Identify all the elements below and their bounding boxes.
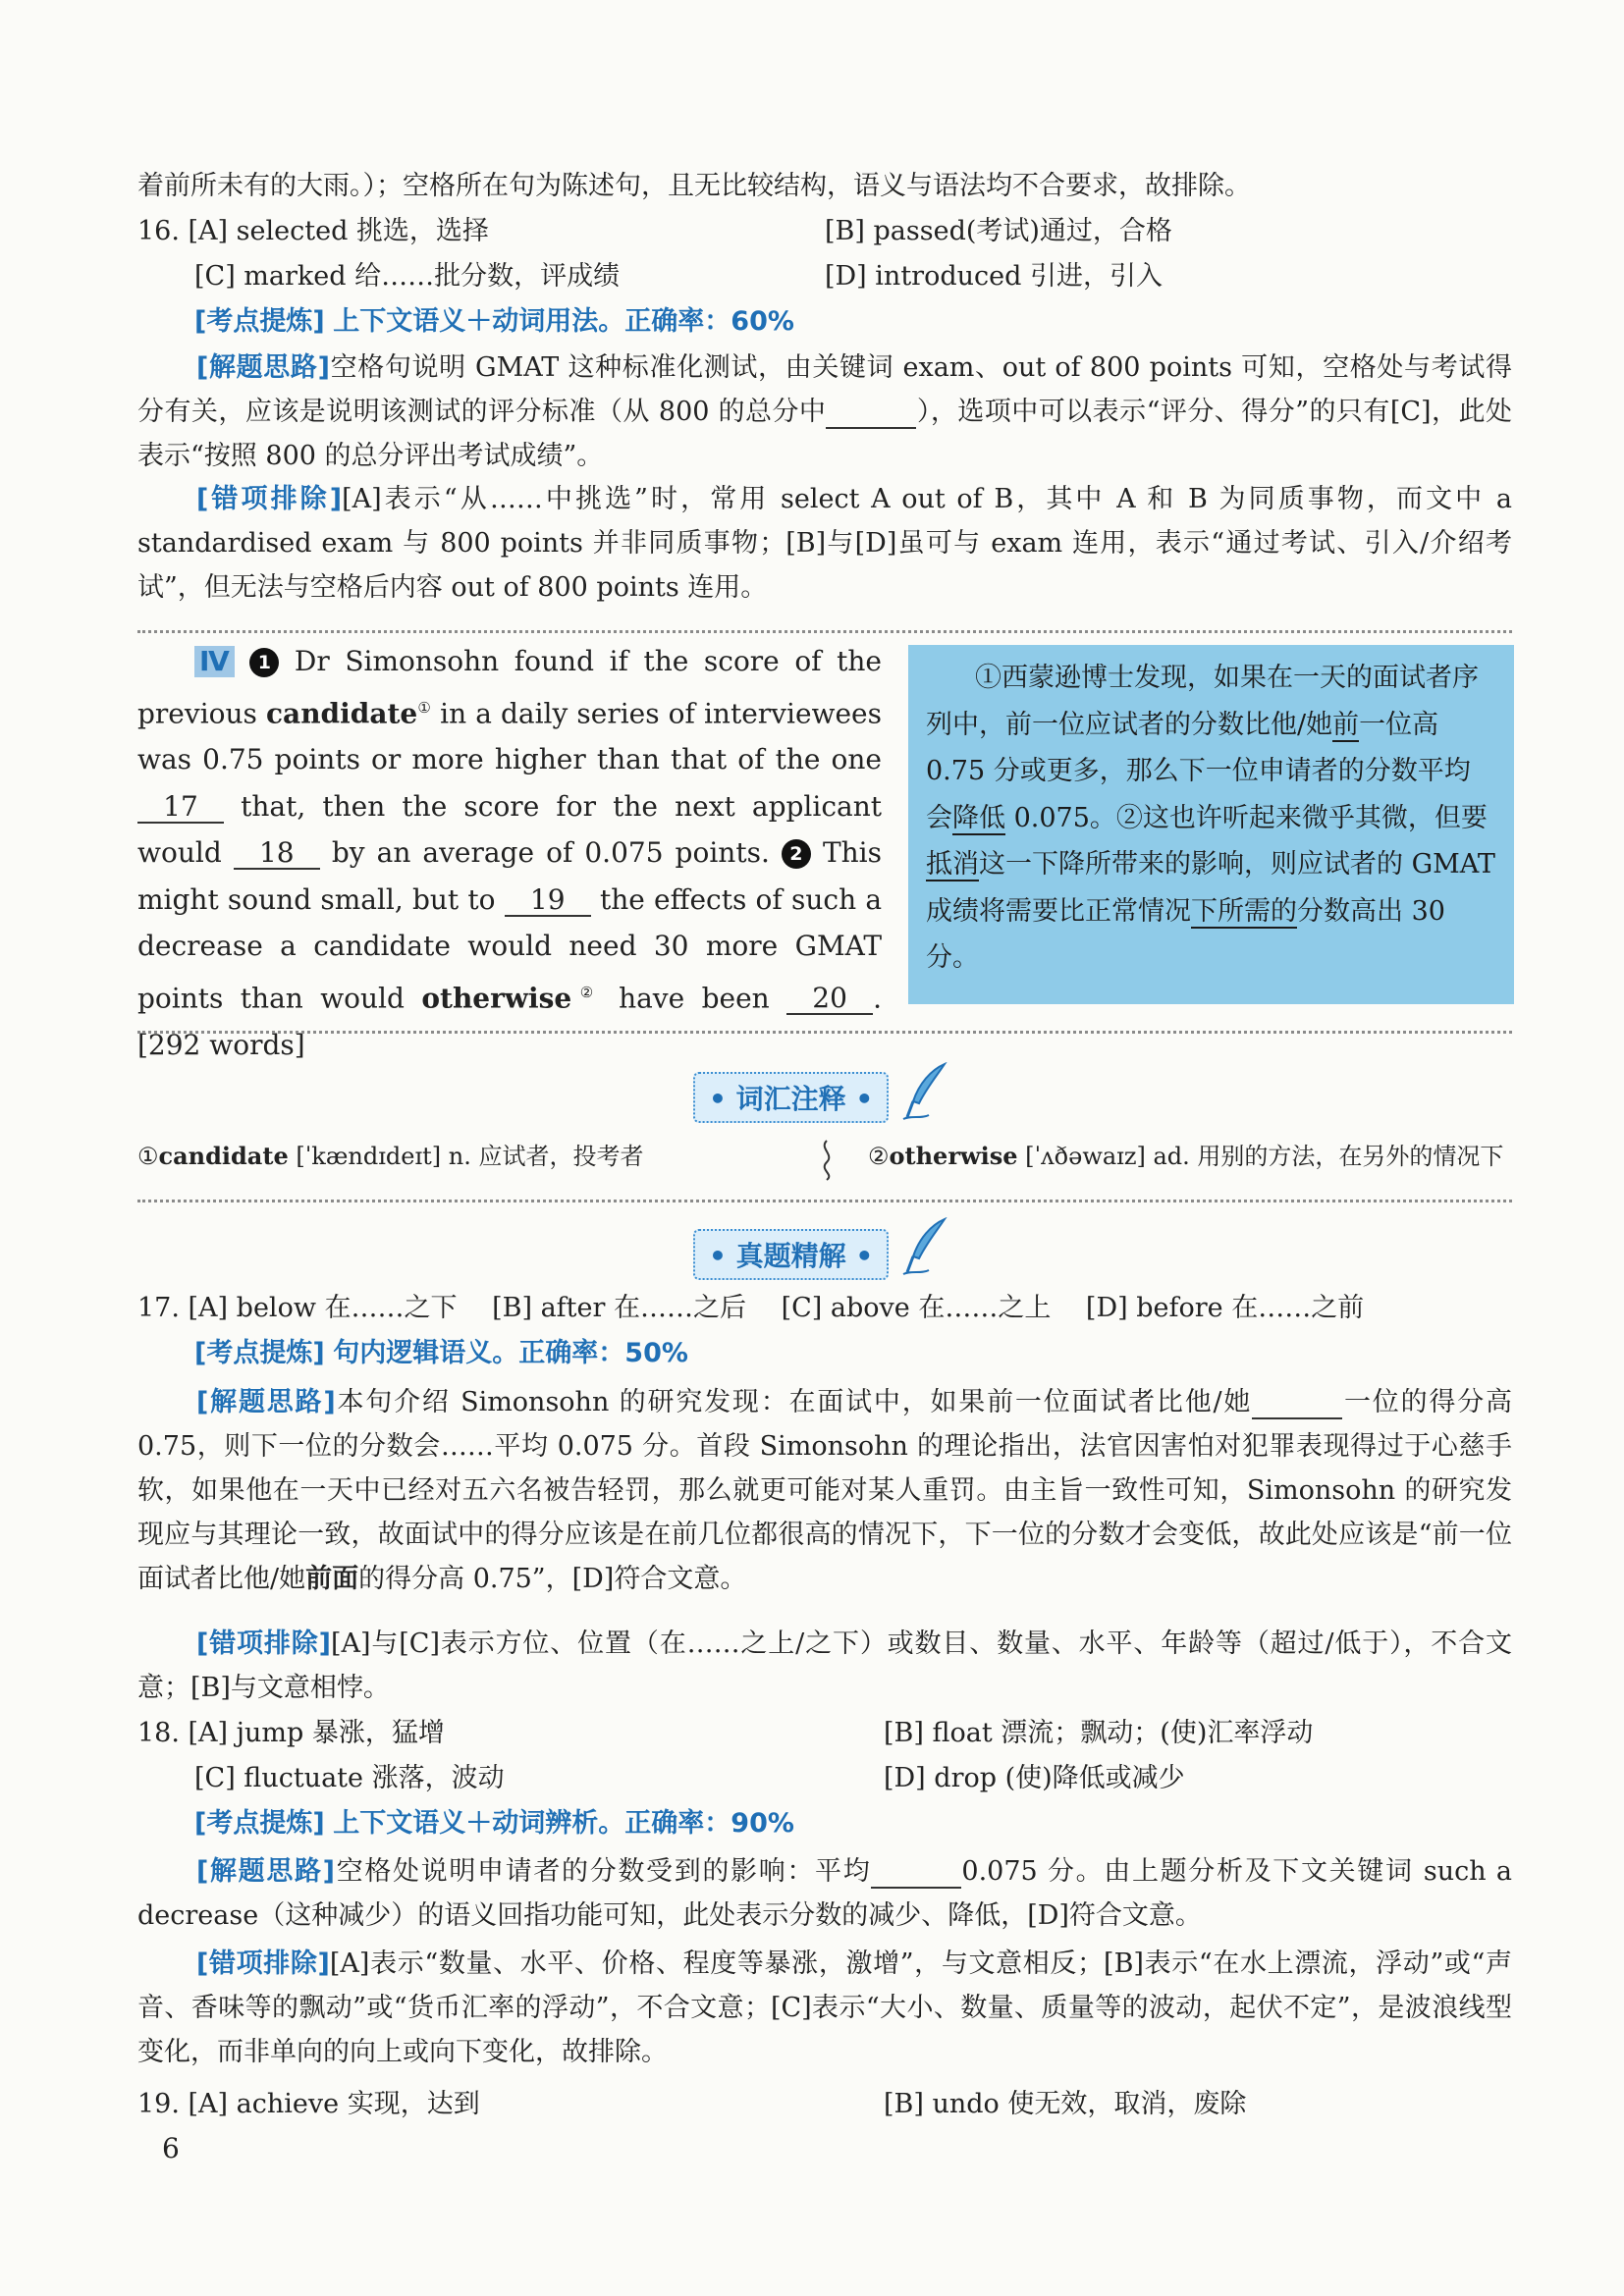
silu-text-2: ），选项中可以表示“评分、得分”的只有[C]，此处表示“按照 800 的总分评出考试成绩”。 bbox=[137, 397, 1512, 471]
divider bbox=[137, 1031, 1512, 1034]
q16-silu bbox=[137, 346, 1512, 478]
blank-17[interactable]: 17 bbox=[137, 792, 224, 824]
translation-text-3: 0.075。②这也许听起来微乎其微，但要 bbox=[1005, 802, 1488, 833]
passage-text-8: . [292 words] bbox=[137, 982, 882, 1061]
translation-underline-1: 前 bbox=[1332, 709, 1360, 740]
silu-text-1: 空格处说明申请者的分数受到的影响：平均 bbox=[335, 1856, 872, 1887]
q16-option-b: [B] passed(考试)通过，合格 bbox=[825, 216, 1172, 246]
cuo-text: [A]表示“从……中挑选”时，常用 select A out of B，其中 A 和 B 为同质事物，而文中 a standardised exam 与 800 points 并非同质事物；[B]与[D]虽可与 exam 连用，表示“通过考试、引入/介绍考试”，但无法与空格后内容 out of 800 points 连用。 bbox=[137, 484, 1512, 603]
keyword-candidate: candidate bbox=[266, 696, 418, 729]
vocab-definition-2: [ˈʌðəwaɪz] ad. 用别的方法，在另外的情况下 bbox=[1017, 1143, 1504, 1170]
vocab-section-title: • 词汇注释 • bbox=[693, 1072, 889, 1123]
q18-silu bbox=[137, 1849, 1512, 1938]
passage-text-6: the effects of such a decrease a candidate would need 30 more GMAT points than would bbox=[137, 882, 883, 1015]
vocab-word-2: otherwise bbox=[889, 1142, 1018, 1170]
silu-tag: [解题思路] bbox=[196, 352, 330, 383]
cuo-text: [A]表示“数量、水平、价格、程度等暴涨，激增”，与文意相反；[B]表示“在水上漂流，浮动”或“声音、香味等的飘动”或“货币汇率的浮动”，不合文意；[C]表示“大小、数量、质量等的波动，起伏不定”，是波浪线型变化，而非单向的向上或向下变化，故排除。 bbox=[137, 1949, 1512, 2067]
translation-underline-2: 降低 bbox=[952, 802, 1005, 833]
silu-tag: [解题思路] bbox=[196, 1856, 336, 1887]
vocab-definition-1: [ˈkændɪdeɪt] n. 应试者，投考者 bbox=[288, 1143, 644, 1170]
q16-cuo bbox=[137, 477, 1512, 610]
silu-tag: [解题思路] bbox=[196, 1387, 336, 1417]
q17-cuo bbox=[137, 1622, 1512, 1710]
vocab-word-1: candidate bbox=[158, 1142, 289, 1170]
q16-kaodian bbox=[194, 304, 1569, 340]
sentence-number-1: 1 bbox=[249, 648, 279, 677]
footnote-mark-2: ② bbox=[571, 983, 602, 1001]
silu-text-2: 一位的得分高 0.75，则下一位的分数会……平均 0.075 分。首段 Simonsohn 的理论指出，法官因害怕对犯罪表现得过于心慈手软，如果他在一天中已经对五六名被告轻罚，那么就更可能对某人重罚。由主旨一致性可知，Simonsohn 的研究发现应与其理论一致，故面试中的得分应该是在前几位都很高的情况下，下一位的分数才会变低，故此处应该是“前一位面试者比他/她 bbox=[137, 1387, 1513, 1594]
vocab-number-2: ② bbox=[868, 1143, 890, 1170]
feather-pen-icon bbox=[901, 1062, 950, 1123]
cuo-tag: [错项排除] bbox=[196, 1629, 331, 1659]
translation-box bbox=[908, 645, 1514, 1004]
kaodian-text: 上下文语义＋动词用法。正确率：60% bbox=[333, 306, 794, 337]
silu-text-1: 本句介绍 Simonsohn 的研究发现：在面试中，如果前一位面试者比他/她 bbox=[335, 1387, 1253, 1417]
blank-line bbox=[826, 398, 916, 429]
silu-text-2: 0.075 分。由上题分析及下文关键词 such a decrease（这种减少）的语义回指功能可知，此处表示分数的减少、降低，[D]符合文意。 bbox=[137, 1856, 1512, 1931]
divider bbox=[137, 630, 1512, 633]
kaodian-text: 上下文语义＋动词辨析。正确率：90% bbox=[333, 1808, 794, 1839]
roman-numeral: Ⅳ bbox=[194, 646, 235, 677]
passage-text-5: This might sound small, but to bbox=[137, 836, 882, 916]
q17-options: 17. [A] below 在……之下 [B] after 在……之后 [C] above 在……之上 [D] before 在……之前 bbox=[137, 1293, 1365, 1323]
silu-text-1: 空格句说明 GMAT 这种标准化测试，由关键词 exam、out of 800 points 可知，空格处与考试得分有关，应该是说明该测试的评分标准（从 800 的总分中 bbox=[137, 352, 1512, 427]
vocab-number-1: ① bbox=[137, 1143, 159, 1170]
q17-silu bbox=[137, 1380, 1512, 1601]
passage-text-4: by an average of 0.075 points. bbox=[331, 836, 770, 870]
q16-option-c: [C] marked 给……批分数，评成绩 bbox=[194, 261, 621, 292]
passage-text-1: Dr Simonsohn found if the score of the previous bbox=[137, 645, 882, 729]
blank-line bbox=[871, 1857, 961, 1889]
cuo-tag: [错项排除] bbox=[196, 1949, 330, 1979]
passage-text-7: have been bbox=[619, 982, 770, 1015]
kaodian-tag: [考点提炼] bbox=[194, 306, 325, 337]
blank-18[interactable]: 18 bbox=[234, 838, 320, 870]
q18-cuo bbox=[137, 1942, 1512, 2074]
q18-option-a: 18. [A] jump 暴涨，猛增 bbox=[137, 1718, 445, 1748]
q19-option-b: [B] undo 使无效，取消，废除 bbox=[884, 2089, 1247, 2119]
kaodian-tag: [考点提炼] bbox=[194, 1338, 325, 1368]
passage-paragraph bbox=[137, 638, 882, 1068]
passage-text-2: in a daily series of interviewees was 0.75 points or more higher than that of the one bbox=[137, 696, 882, 776]
kaodian-text: 句内逻辑语义。正确率：50% bbox=[333, 1338, 688, 1368]
page-number: 6 bbox=[162, 2132, 180, 2164]
vocab-entry-1 bbox=[137, 1139, 644, 1174]
cuo-tag: [错项排除] bbox=[196, 484, 343, 514]
feather-pen-icon bbox=[901, 1217, 950, 1278]
translation-underline-3: 抵消 bbox=[926, 849, 979, 880]
q16-option-d: [D] introduced 引进，引入 bbox=[825, 261, 1163, 292]
translation-text-1: ①西蒙逊博士发现，如果在一天的面试者序列中，前一位应试者的分数比他/她 bbox=[926, 663, 1479, 740]
cuo-text: [A]与[C]表示方位、位置（在……之上/之下）或数目、数量、水平、年龄等（超过/低于），不合文意；[B]与文意相悖。 bbox=[137, 1629, 1513, 1703]
q18-option-b: [B] float 漂流；飘动；(使)汇率浮动 bbox=[884, 1718, 1314, 1748]
continued-text: 着前所未有的大雨。）；空格所在句为陈述句，且无比较结构，语义与语法均不合要求，故排除。 bbox=[137, 171, 1251, 201]
kaodian-tag: [考点提炼] bbox=[194, 1808, 325, 1839]
q18-option-d: [D] drop (使)降低或减少 bbox=[884, 1763, 1185, 1793]
silu-bold: 前面 bbox=[305, 1564, 359, 1594]
blank-line bbox=[1252, 1388, 1342, 1419]
wave-separator-icon bbox=[817, 1139, 837, 1182]
passage-text-3: that, then the score for the next applicant would bbox=[137, 789, 882, 870]
blank-20[interactable]: 20 bbox=[786, 984, 873, 1015]
q18-option-c: [C] fluctuate 涨落，波动 bbox=[194, 1763, 505, 1793]
translation-text-4: 这一下降所带来的影响，则应试者的 GMAT 成绩将需要比正常情况 bbox=[926, 849, 1495, 927]
explain-section-title: • 真题精解 • bbox=[693, 1229, 889, 1280]
vocab-entry-2 bbox=[868, 1139, 1503, 1174]
q17-kaodian bbox=[194, 1336, 1569, 1371]
blank-19[interactable]: 19 bbox=[505, 885, 591, 917]
q19-option-a: 19. [A] achieve 实现，达到 bbox=[137, 2089, 480, 2119]
q18-kaodian bbox=[194, 1806, 1569, 1842]
silu-text-3: 的得分高 0.75”，[D]符合文意。 bbox=[358, 1564, 747, 1594]
sentence-number-2: 2 bbox=[782, 839, 811, 869]
keyword-otherwise: otherwise bbox=[421, 982, 572, 1015]
q16-option-a: 16. [A] selected 挑选，选择 bbox=[137, 216, 489, 246]
translation-text-2: 一位高 0.75 分或更多，那么下一位申请者的分数平均会 bbox=[926, 709, 1471, 833]
translation-underline-4: 下所需的 bbox=[1191, 895, 1297, 927]
translation-text-5: 分数高出 30 分。 bbox=[926, 895, 1445, 973]
footnote-mark-1: ① bbox=[417, 698, 432, 717]
divider bbox=[137, 1200, 1512, 1202]
